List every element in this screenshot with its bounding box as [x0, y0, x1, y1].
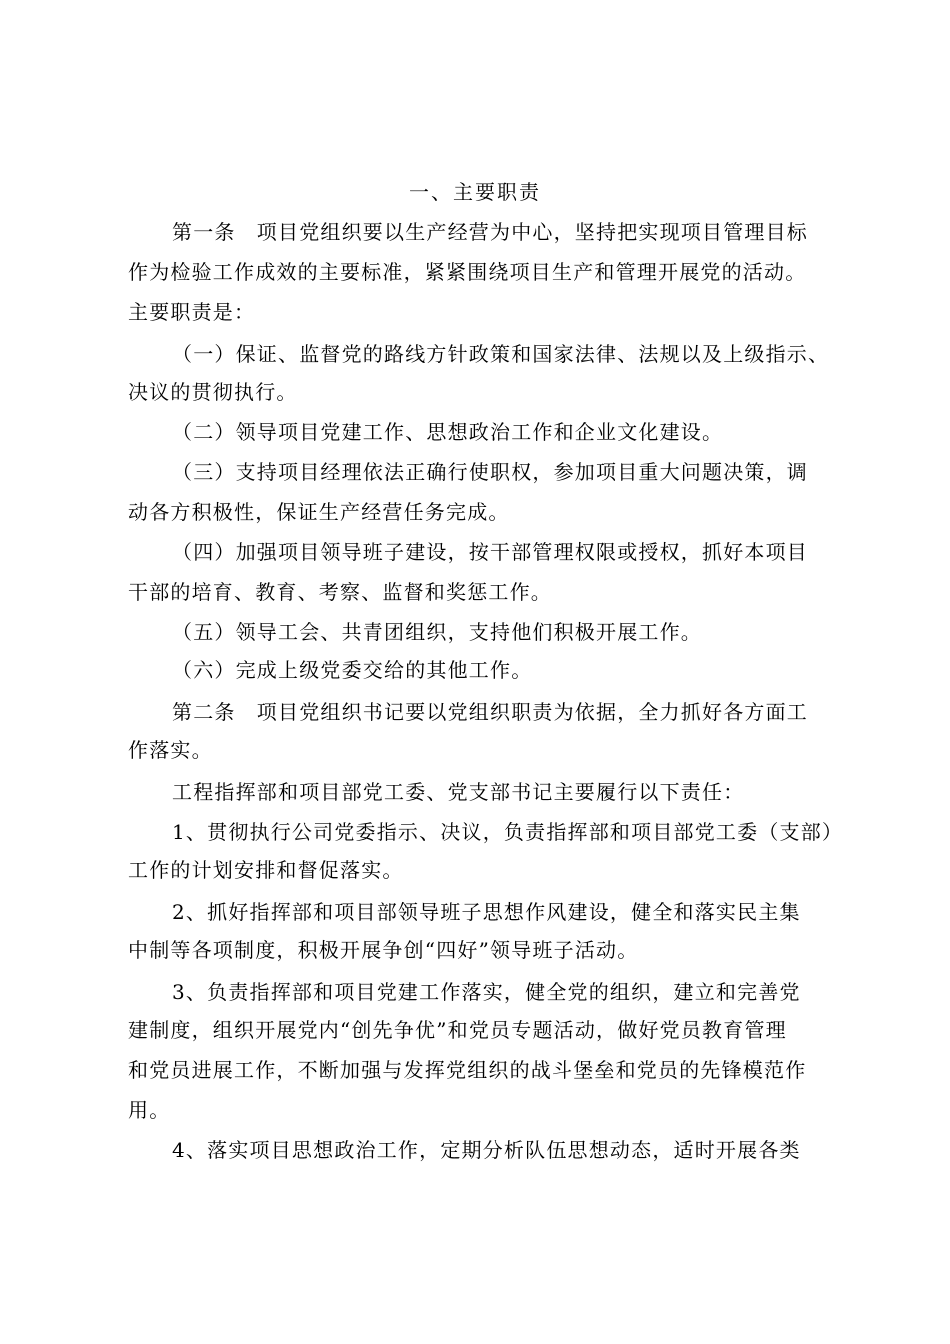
- body-line: 第一条 项目党组织要以生产经营为中心，坚持把实现项目管理目标: [172, 220, 808, 244]
- body-line: 中制等各项制度，积极开展争创“四好”领导班子活动。: [128, 938, 639, 962]
- body-line: 决议的贯彻执行。: [128, 380, 298, 404]
- body-line: （六）完成上级党委交给的其他工作。: [172, 658, 533, 682]
- body-line: 1、贯彻执行公司党委指示、决议，负责指挥部和项目部党工委（支部）: [172, 820, 844, 844]
- body-line: 工作的计划安排和督促落实。: [128, 858, 404, 882]
- body-line: （五）领导工会、共青团组织，支持他们积极开展工作。: [172, 620, 702, 644]
- body-line: 主要职责是：: [128, 300, 256, 324]
- body-line: 第二条 项目党组织书记要以党组织职责为依据，全力抓好各方面工: [172, 700, 808, 724]
- body-line: 4、落实项目思想政治工作，定期分析队伍思想动态，适时开展各类: [172, 1138, 801, 1162]
- body-line: （四）加强项目领导班子建设，按干部管理权限或授权，抓好本项目: [172, 540, 808, 564]
- body-line: 干部的培育、教育、考察、监督和奖惩工作。: [128, 580, 552, 604]
- body-line: 作落实。: [128, 738, 213, 762]
- section-heading: 一、主要职责: [409, 180, 541, 204]
- body-line: （一）保证、监督党的路线方针政策和国家法律、法规以及上级指示、: [172, 342, 830, 366]
- body-line: 动各方积极性，保证生产经营任务完成。: [128, 500, 510, 524]
- body-line: 作为检验工作成效的主要标准，紧紧围绕项目生产和管理开展党的活动。: [128, 260, 807, 284]
- body-line: 工程指挥部和项目部党工委、党支部书记主要履行以下责任：: [172, 780, 745, 804]
- body-line: 和党员进展工作，不断加强与发挥党组织的战斗堡垒和党员的先锋模范作: [128, 1058, 807, 1082]
- body-line: （二）领导项目党建工作、思想政治工作和企业文化建设。: [172, 420, 724, 444]
- body-line: （三）支持项目经理依法正确行使职权，参加项目重大问题决策，调: [172, 460, 808, 484]
- body-line: 建制度，组织开展党内“创先争优”和党员专题活动，做好党员教育管理: [128, 1018, 787, 1042]
- body-line: 3、负责指挥部和项目党建工作落实，健全党的组织，建立和完善党: [172, 980, 801, 1004]
- body-line: 2、抓好指挥部和项目部领导班子思想作风建设，健全和落实民主集: [172, 900, 801, 924]
- body-line: 用。: [128, 1098, 171, 1122]
